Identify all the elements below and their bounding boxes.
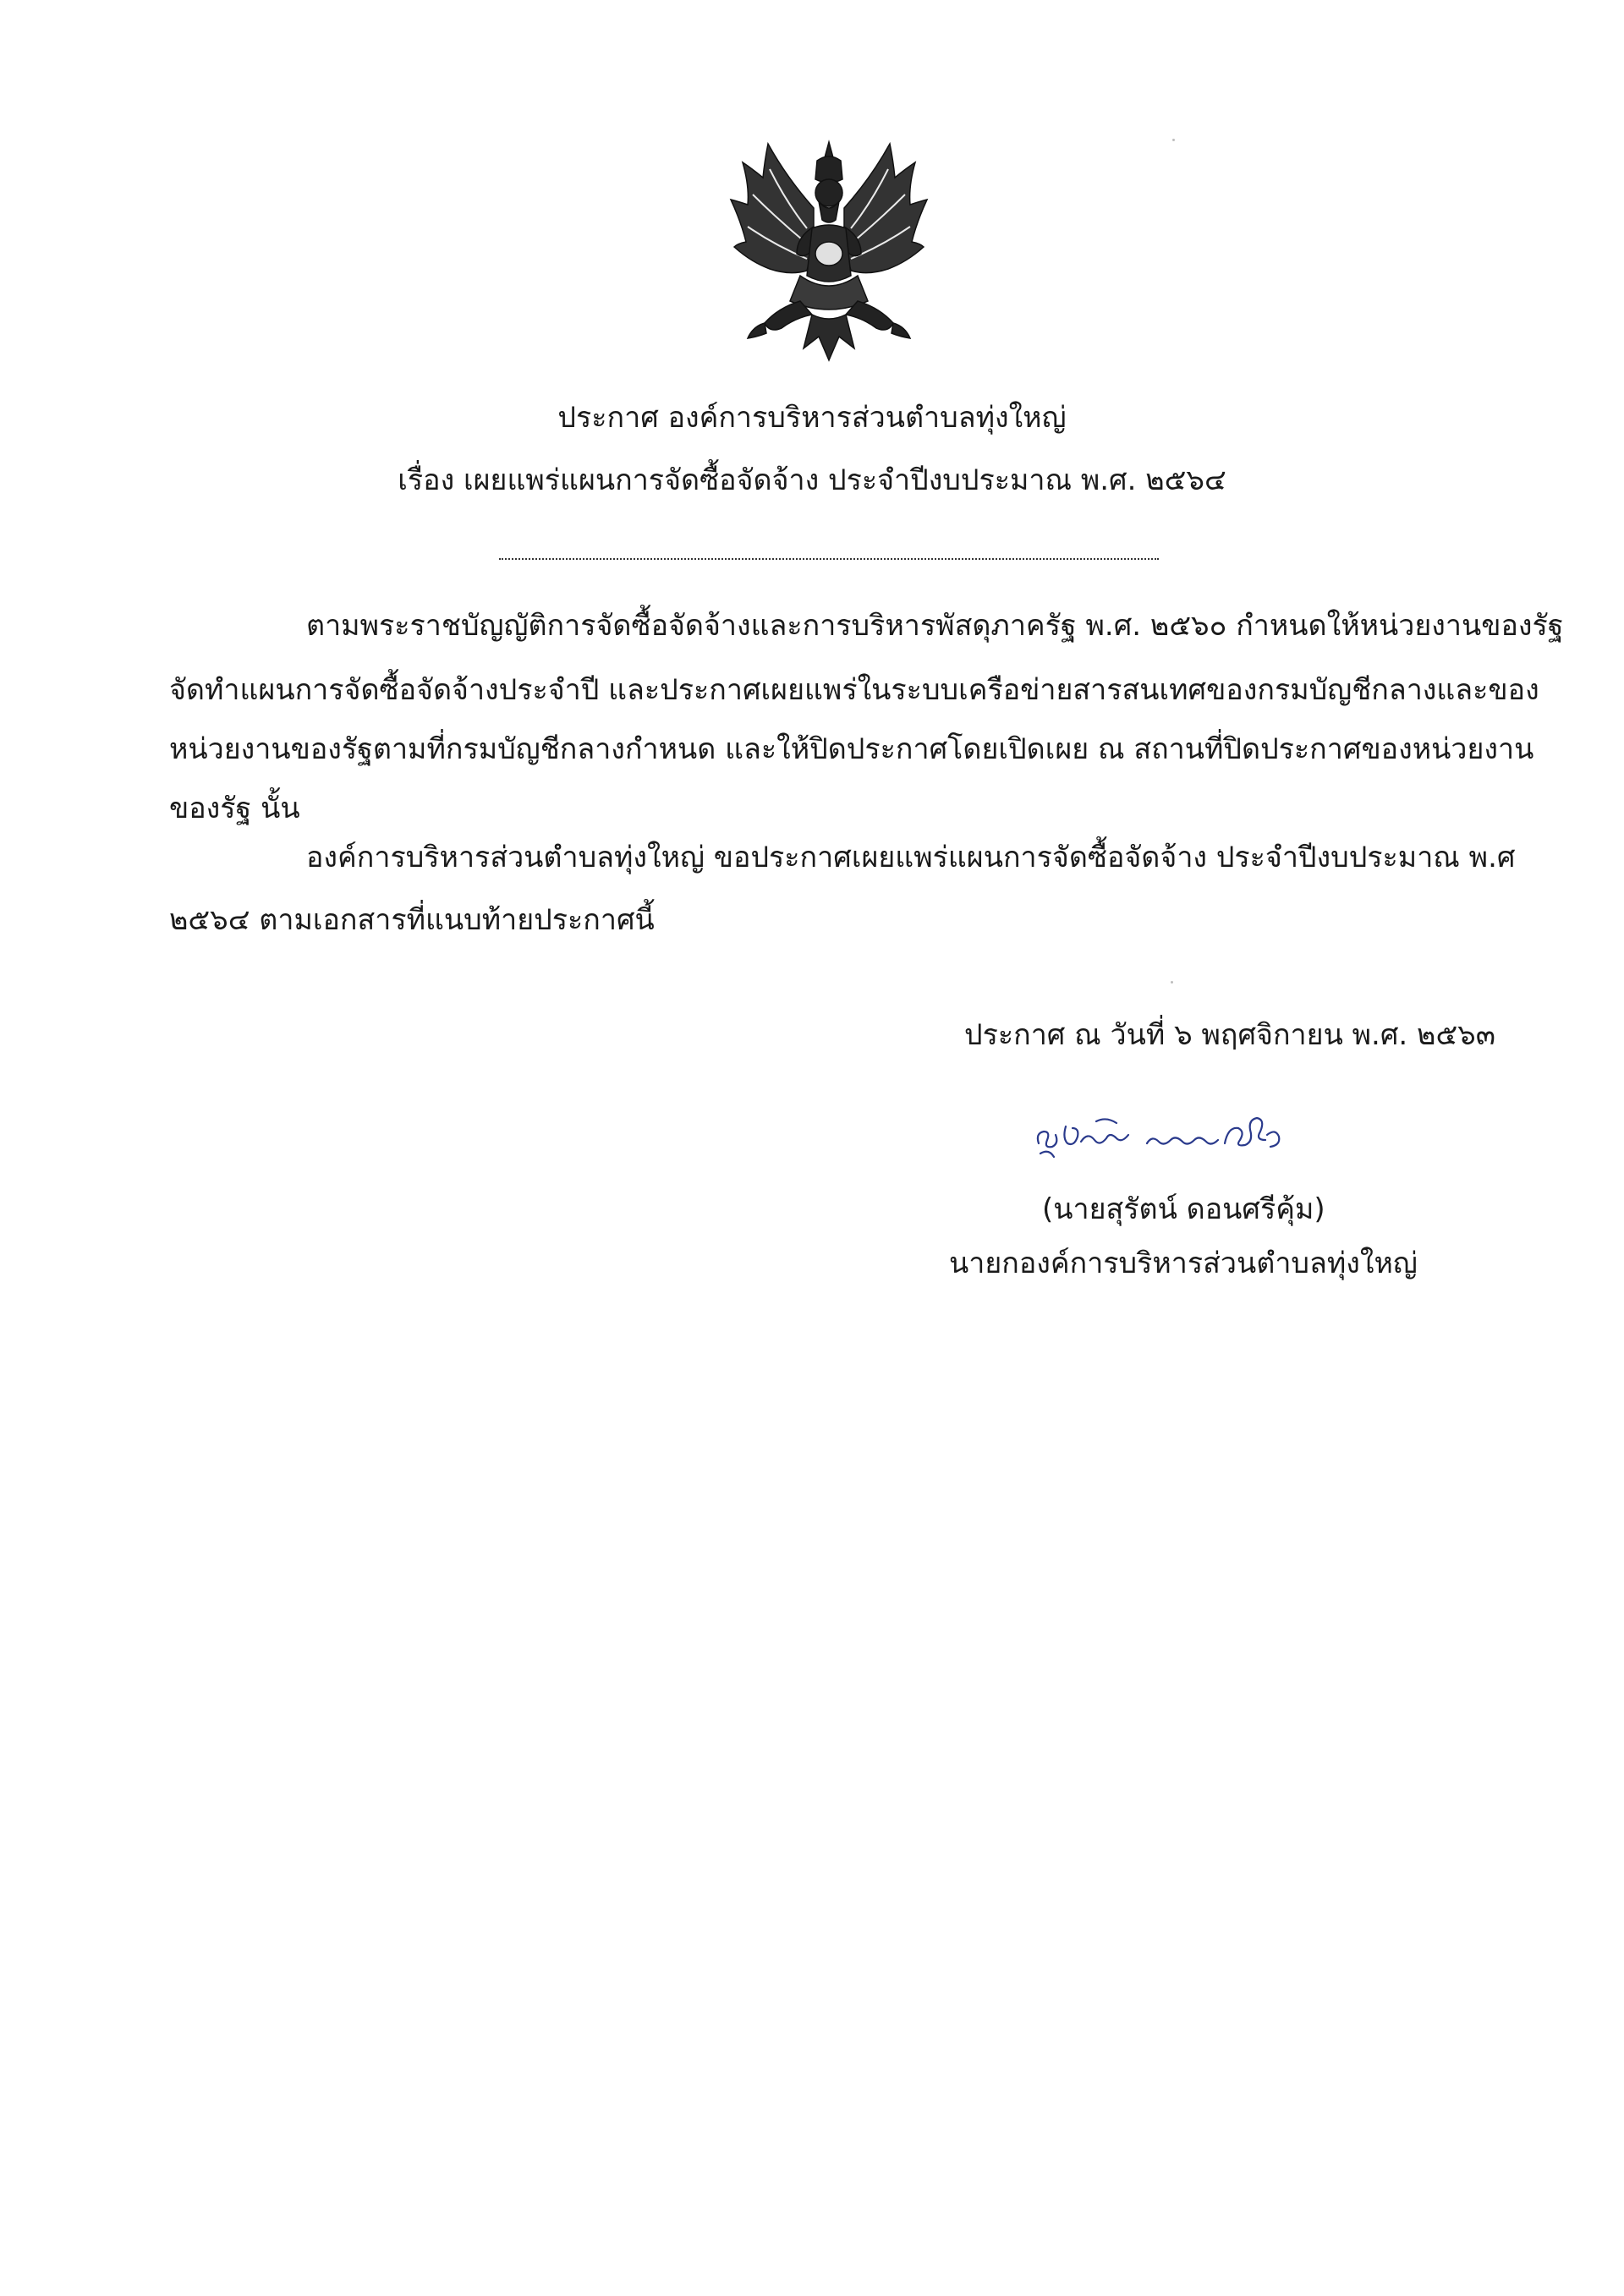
- signer-title: นายกองค์การบริหารส่วนตำบลทุ่งใหญ่: [949, 1247, 1418, 1280]
- scan-speck: [1171, 981, 1173, 984]
- paragraph2-line2: ๒๕๖๔ ตามเอกสารที่แนบท้ายประกาศนี้: [169, 903, 655, 937]
- garuda-emblem-icon: [719, 127, 939, 372]
- paragraph1-line2: จัดทำแผนการจัดซื้อจัดจ้างประจำปี และประกาศเผยแพร่ในระบบเครือข่ายสารสนเทศของกรมบัญชีกลางและของ: [169, 673, 1539, 707]
- announcement-date: ประกาศ ณ วันที่ ๖ พฤศจิกายน พ.ศ. ๒๕๖๓: [964, 1018, 1496, 1052]
- announcement-subject: เรื่อง เผยแพร่แผนการจัดซื้อจัดจ้าง ประจำปีงบประมาณ พ.ศ. ๒๕๖๔: [398, 463, 1226, 497]
- paragraph1-line3: หน่วยงานของรัฐตามที่กรมบัญชีกลางกำหนด และให้ปิดประกาศโดยเปิดเผย ณ สถานที่ปิดประกาศของหน่วยงาน: [169, 732, 1534, 766]
- paragraph1-line1: ตามพระราชบัญญัติการจัดซื้อจัดจ้างและการบริหารพัสดุภาครัฐ พ.ศ. ๒๕๖๐ กำหนดให้หน่วยงานของรัฐ: [306, 609, 1564, 643]
- paragraph1-line4: ของรัฐ นั้น: [169, 792, 300, 825]
- announcement-heading: ประกาศ องค์การบริหารส่วนตำบลทุ่งใหญ่: [557, 401, 1067, 435]
- paragraph2-line1: องค์การบริหารส่วนตำบลทุ่งใหญ่ ขอประกาศเผยแพร่แผนการจัดซื้อจัดจ้าง ประจำปีงบประมาณ พ.ศ: [306, 841, 1516, 874]
- handwritten-signature: [1029, 1110, 1308, 1164]
- signer-name: (นายสุรัตน์ ดอนศรีคุ้ม): [1042, 1192, 1325, 1226]
- scan-speck: [1172, 139, 1175, 141]
- dotted-separator: [499, 558, 1159, 560]
